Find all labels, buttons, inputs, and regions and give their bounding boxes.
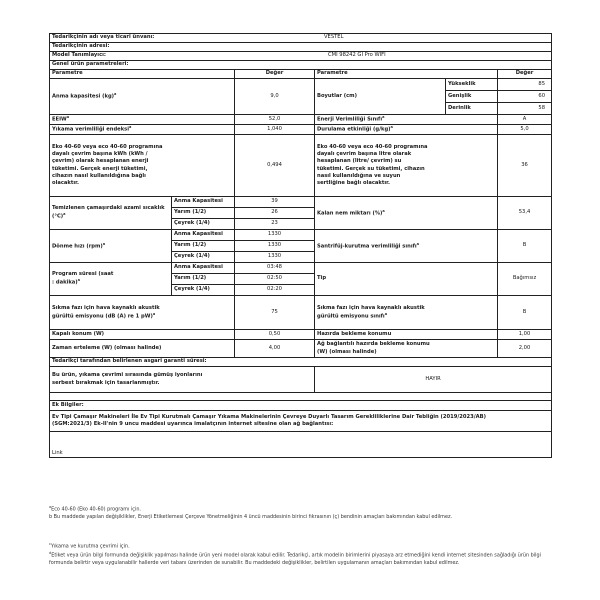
general-label: Genel ürün parametreleri: [50,61,552,70]
link-cell[interactable] [50,432,552,458]
address-row [50,43,552,52]
eeiw-value: 52,0 [235,115,315,125]
extra-info-label: Ek Bilgiler: [50,401,552,411]
energy-consumption-label: Eko 40-60 veya eco 40-60 programına dayalı çevrim başına kWh (kWh / çevrim) olarak hesaplanan enerji tüketimi. Gerçek enerji tüketimi, cihazın nasıl kullanıldığına bağlı olacaktır. [50,135,235,197]
type-value: Bağımsız [498,263,552,296]
spin-rated-value: 1330 [235,230,315,241]
temp-quarter-value: 23 [235,219,315,230]
temp-half-value: 26 [235,208,315,219]
footnote-1: $^a$Eco 40-60 (Eko 40-60) programı için. [49,505,141,513]
dur-quarter-label: Çeyrek (1/4) [172,285,235,296]
noise-value: 75 [235,296,315,330]
depth-label: Derinlik [446,103,498,115]
spin-class-label: Santrifüj-kurutma verimliliği sınıfı$^a$ [315,230,498,263]
water-consumption-label: Eko 40-60 veya eco 40-60 programına dayalı çevrim başına litre olarak hesaplanan (litre/ çevrim) su tüketimi. Gerçek su tüketimi, cihazın nasıl kullanıldığına ve suyun sertliğine bağlı olacaktır. [315,135,498,197]
dur-rated-label: Anma Kapasitesi [172,263,235,274]
eeiw-label: EEIW$^a$ [50,115,235,125]
supplier-label: Tedarikçinin adı veya ticari ünvanı: [52,34,155,41]
silver-label: Bu ürün, yıkama çevrimi sırasında gümüş iyonlarını serbest bırakmak için tasarlanmıştır. [50,367,315,393]
height-value: 85 [498,79,552,91]
max-temp-label: Temizlenen çamaşırdaki azami sıcaklık $(^\circ C)^a$ [50,197,172,230]
footnote-3: $^c$Yıkama ve kurutma çevrimi için. [49,542,130,550]
depth-value: 58 [498,103,552,115]
value-header-right: Değer [498,70,552,79]
dur-half-label: Yarım (1/2) [172,274,235,285]
footnotes-b [49,542,554,567]
spin-quarter-label: Çeyrek (1/4) [172,252,235,263]
rated-capacity-label: Anma kapasitesi (kg)$^a$ [50,79,235,115]
spin-quarter-value: 1330 [235,252,315,263]
product-information-sheet [49,33,552,458]
off-value: 0,50 [235,330,315,340]
washing-index-label: Yıkama verimliliği endeksi$^a$ [50,125,235,135]
silver-value: HAYIR [315,367,552,393]
temp-quarter-label: Çeyrek (1/4) [172,219,235,230]
temp-rated-label: Anma Kapasitesi [172,197,235,208]
dur-rated-value: 03:48 [235,263,315,274]
link-label[interactable]: Link [52,449,63,456]
supplier-row [50,34,552,43]
moisture-value: 53,4 [498,197,552,230]
dur-quarter-value: 02:20 [235,285,315,296]
height-label: Yükseklik [446,79,498,91]
delay-label: Zaman erteleme (W) (olması halinde) [50,340,235,358]
regulation-text: Ev Tipi Çamaşır Makineleri İle Ev Tipi Kurutmalı Çamaşır Yıkama Makinelerinin Çevreye Duyarlı Tasarım Gerekliliklerine Dair Tebliğin (2019/2023/AB) (SGM:2021/3) Ek-II'nin 9 uncu maddesi uyarınca imalatçının internet sitesine olan ağ bağlantısı: [50,411,552,432]
temp-half-label: Yarım (1/2) [172,208,235,219]
spacer [50,393,552,401]
type-label: Tip [315,263,498,296]
model-label: Model Tanımlayıcı: [52,52,106,59]
header-row [50,70,552,79]
spin-half-value: 1330 [235,241,315,252]
duration-label: Program süresi (saat : dakika)$^a$ [50,263,172,296]
footnote-4: $^d$Etiket veya ürün bilgi formunda değişiklik yapılması halinde ürün yeni model olarak kabul edilir. Tedarikçi, artık modelin birimlerini piyasaya arz etmediğini kendi internet sitesinden sağladığı ürün bilgi formunda belirtir veya uygulanabilir hallerde veri tabanı üzerinden de sunabilir. Bu maddedeki değişiklikler, belirtilen uygulamanın amaçları bakımından kabul edilmez. [49,550,541,566]
off-label: Kapalı konum (W) [50,330,235,340]
spin-half-label: Yarım (1/2) [172,241,235,252]
energy-class-value: A [498,115,552,125]
dur-half-value: 02:50 [235,274,315,285]
noise-label: Sıkma fazı için hava kaynaklı akustik gürültü emisyonu (dB (A) re 1 pW)$^a$ [50,296,235,330]
energy-class-label: Enerji Verimliliği Sınıfı$^a$ [315,115,498,125]
spin-label: Dönme hızı (rpm)$^a$ [50,230,172,263]
temp-rated-value: 39 [235,197,315,208]
param-header-right: Parametre [315,70,498,79]
delay-value: 4,00 [235,340,315,358]
width-label: Genişlik [446,91,498,103]
rinse-value: 5,0 [498,125,552,135]
network-value: 2,00 [498,340,552,358]
footnotes-a [49,505,554,521]
energy-consumption-value: 0,494 [235,135,315,197]
washing-index-value: 1,040 [235,125,315,135]
general-row [50,61,552,70]
warranty-label: Tedarikçi tarafından belirlenen asgari garanti süresi: [50,358,552,367]
spin-class-value: B [498,230,552,263]
model-row [50,52,552,61]
moisture-label: Kalan nem miktarı (%)$^a$ [315,197,498,230]
param-header-left: Parametre [50,70,235,79]
value-header-left: Değer [235,70,315,79]
noise-class-label: Sıkma fazı için hava kaynaklı akustik gürültü emisyonu sınıfı$^a$ [315,296,498,330]
rinse-label: Durulama etkinliği $(g/kg)^a$ [315,125,498,135]
rated-capacity-value: 9,0 [235,79,315,115]
network-label: Ağ bağlantılı hazırda bekleme konumu (W) (olması halinde) [315,340,498,358]
address-label: Tedarikçinin adresi: [50,43,552,52]
dimensions-label: Boyutlar (cm) [315,79,446,115]
spin-rated-label: Anma Kapasitesi [172,230,235,241]
water-consumption-value: 36 [498,135,552,197]
footnote-2: b Bu maddede yapılan değişiklikler, Enerji Etiketlemesi Çerçeve Yönetmeliğinin 4 üncü maddesinin birinci fıkrasının (ç) bendinin amaçları bakımından kabul edilmez. [49,513,453,520]
standby-label: Hazırda bekleme konumu [315,330,498,340]
standby-value: 1,00 [498,330,552,340]
width-value: 60 [498,91,552,103]
supplier-value: VESTEL [324,34,344,41]
model-value: CMI 98242 GI Pro WIFI [328,52,386,59]
noise-class-value: B [498,296,552,330]
